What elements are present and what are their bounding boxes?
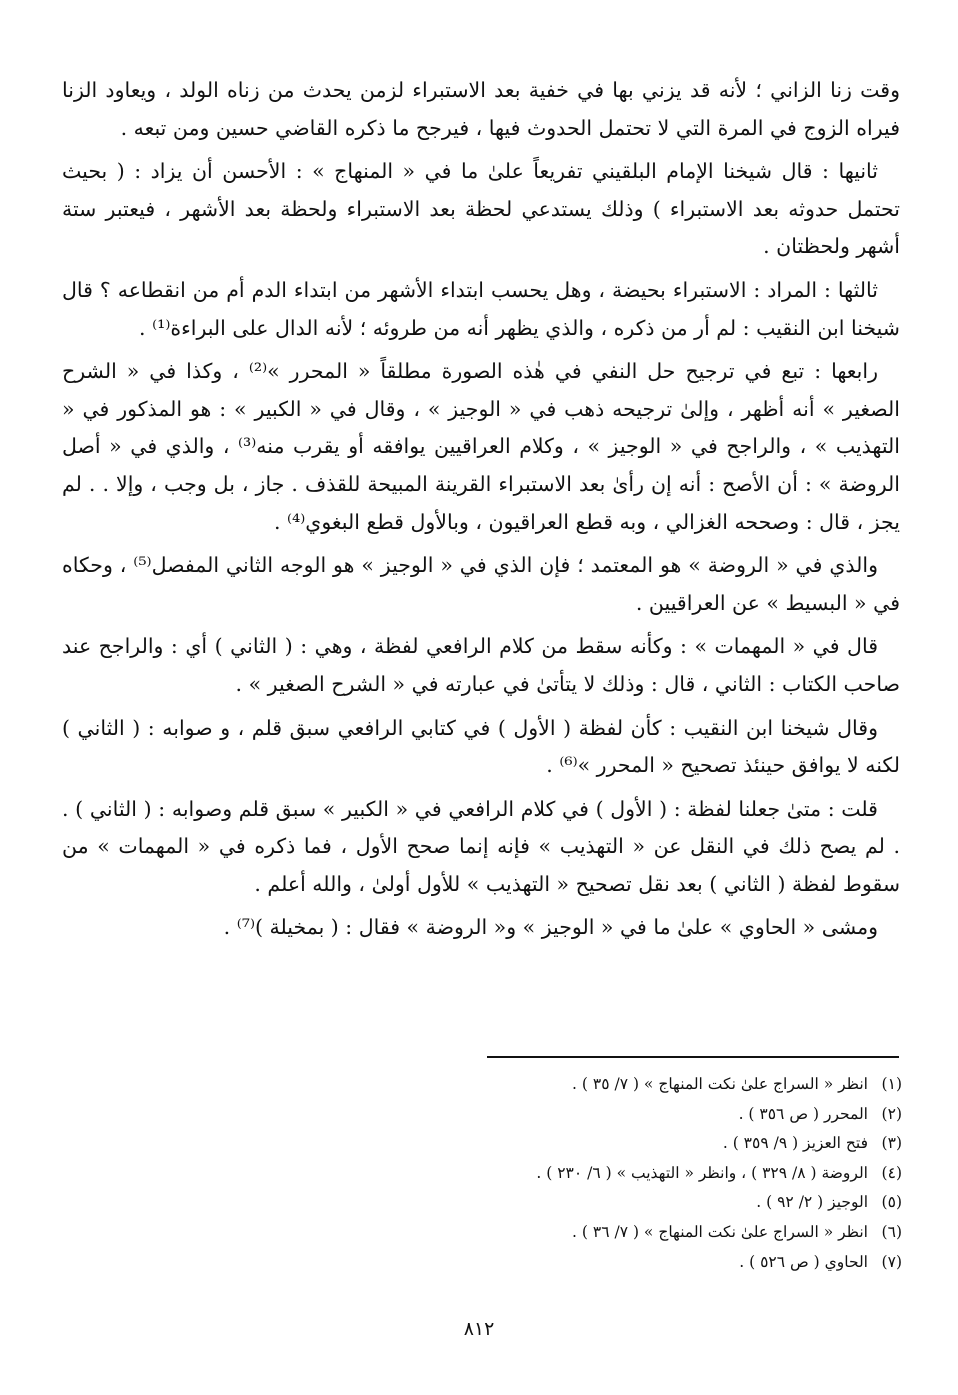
- paragraph: رابعها : تبع في ترجيح حل النفي في هٰذه الصورة مطلقاً « المحرر »⁽²⁾ ، وكذا في « الشرح الصغير » أنه أظهر ، وإلىٰ ترجيحه ذهب في « الوجيز » ، وقال في « الكبير » : هو المذكور في « التهذيب » ، والراجح في « الوجيز » ، وكلام العراقيين يوافقه أو يقرب منه⁽³⁾ ، والذي في « أصل الروضة » : أن الأصح : أنه إن رأىٰ بعد الاستبراء القرينة المبيحة للقذف . جاز ، بل وجب ، وإلا . . لم يجز ، قال : وصححه الغزالي ، وبه قطع العراقيون ، وبالأول قطع البغوي⁽⁴⁾ .: [62, 359, 900, 534]
- footnote-text: انظر « السراج علىٰ نكت المنهاج » ( ٧/ ٣٥ ) .: [572, 1075, 868, 1093]
- footnote-item: [320, 1218, 902, 1248]
- footnote-number: (٣): [881, 1134, 902, 1153]
- paragraph: وقال شيخنا ابن النقيب : كأن لفظة ( الأول ) في كتابي الرافعي سبق قلم ، و صوابه : ( الثاني ) لكنه لا يوافق حينئذ تصحيح « المحرر »⁽⁶⁾ .: [62, 715, 900, 778]
- footnote-item: [320, 1070, 902, 1100]
- footnote-text: المحرر ( ص ٣٥٦ ) .: [738, 1104, 868, 1123]
- footnote-number: (٦): [881, 1222, 902, 1241]
- footnote-item: [320, 1100, 902, 1130]
- footnote-number: (١): [881, 1075, 902, 1093]
- footnote-text: الحاوي ( ص ٥٢٦ ) .: [739, 1252, 868, 1271]
- footnote-text: الوجيز ( ٢/ ٩٢ ) .: [756, 1193, 868, 1212]
- footnote-number: (٧): [881, 1252, 902, 1271]
- paragraph: ومشى « الحاوي » علىٰ ما في « الوجيز » و« الروضة » فقال : ( بمخيلة )⁽⁷⁾ .: [223, 915, 878, 940]
- page-number: ٨١٢: [463, 1318, 495, 1340]
- paragraph: قلت : متىٰ جعلنا لفظة : ( الأول ) في كلام الرافعي في « الكبير » سبق قلم وصوابه : ( الثاني ) . . لم يصح ذلك في النقل عن « التهذيب » فإنه إنما صحح الأول ، فما ذكره في « المهمات » من سقوط لفظة ( الثاني ) بعد نقل تصحيح « التهذيب » للأول أولىٰ ، والله أعلم .: [62, 796, 900, 896]
- footnote-number: (٤): [881, 1163, 902, 1182]
- paragraph: ثانيها : قال شيخنا الإمام البلقيني تفريعاً علىٰ ما في « المنهاج » : الأحسن أن يزاد : ( بحيث تحتمل حدوثه بعد الاستبراء ) وذلك يستدعي لحظة بعد الاستبراء ولحظة بعد الأشهر ، فيعتبر ستة أشهر ولحظتان .: [62, 159, 900, 259]
- footnote-number: (٥): [881, 1193, 902, 1212]
- footnote-item: [320, 1188, 902, 1218]
- footnote-text: الروضة ( ٨/ ٣٢٩ ) ، وانظر « التهذيب » ( ٦/ ٢٣٠ ) .: [536, 1163, 868, 1182]
- paragraph: قال في « المهمات » : وكأنه سقط من كلام الرافعي لفظة ، وهي : ( الثاني ) أي : والراجح عند صاحب الكتاب : الثاني ، قال : وذلك لا يتأتىٰ في عبارته في « الشرح الصغير » .: [62, 634, 900, 696]
- footnote-divider: [487, 1056, 899, 1058]
- footnote-item: [320, 1129, 902, 1159]
- footnote-item: [320, 1159, 902, 1189]
- footnote-text: انظر « السراج علىٰ نكت المنهاج » ( ٧/ ٣٦ ) .: [572, 1222, 868, 1241]
- footnote-number: (٢): [881, 1104, 902, 1123]
- main-text: [62, 72, 900, 953]
- footnote-item: [320, 1248, 902, 1278]
- footnotes-list: [320, 1070, 902, 1277]
- paragraph: والذي في « الروضة » هو المعتمد ؛ فإن الذي في « الوجيز » هو الوجه الثاني المفصل⁽⁵⁾ ، وحكاه في « البسيط » عن العراقيين .: [62, 553, 900, 615]
- footnote-text: فتح العزيز ( ٩/ ٣٥٩ ) .: [722, 1134, 868, 1153]
- paragraph: وقت زنا الزاني ؛ لأنه قد يزني بها في خفية بعد الاستبراء لزمن يحدث من زناه الولد ، ويعاود الزنا فيراه الزوج في المرة التي لا تحتمل الحدوث فيها ، فيرجح ما ذكره القاضي حسين ومن تبعه .: [62, 78, 900, 140]
- paragraph: ثالثها : المراد : الاستبراء بحيضة ، وهل يحسب ابتداء الأشهر من ابتداء الدم أم من انقطاعه ؟ قال شيخنا ابن النقيب : لم أر من ذكره ، والذي يظهر أنه من طروئه ؛ لأنه الدال على البراءة⁽¹⁾ .: [62, 277, 900, 340]
